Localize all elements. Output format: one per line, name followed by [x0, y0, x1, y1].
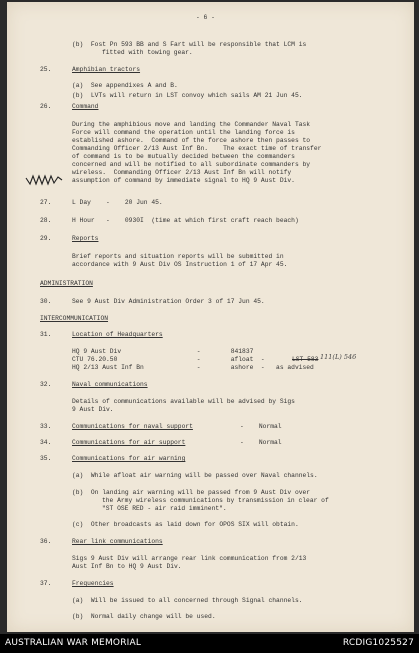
text-line: fitted with towing gear.: [102, 49, 193, 56]
para-number: 26.: [40, 103, 52, 110]
text-line: - Normal: [240, 439, 282, 446]
text-line: See 9 Aust Div Administration Order 3 of 17 Jun 45.: [72, 298, 265, 305]
text-line: Details of communications available will be advised by Sigs: [72, 398, 295, 405]
para-number: 36.: [40, 538, 52, 545]
section-heading: INTERCOMMUNICATION: [40, 315, 109, 322]
struck-text: LST 583: [292, 356, 319, 363]
text-line: the Army wireless communications by transmission in clear of: [102, 497, 329, 504]
text-line: concerned and will be notified to all subordinate commanders by: [72, 161, 311, 168]
text-line: - Normal: [240, 423, 282, 430]
para-number: 33.: [40, 423, 52, 430]
para-heading: Communications for air support: [72, 439, 186, 446]
para-number: 30.: [40, 298, 52, 305]
para-heading: Communications for naval support: [72, 423, 193, 430]
archive-name: AUSTRALIAN WAR MEMORIAL: [5, 638, 142, 648]
para-number: 31.: [40, 331, 52, 338]
para-number: 25.: [40, 66, 52, 73]
hq-row: HQ 2/13 Aust Inf Bn - ashore - as advised: [72, 364, 314, 371]
text-line: accordance with 9 Aust Div OS Instruction 1 of 17 Apr 45.: [72, 261, 288, 268]
archive-footer: [0, 634, 419, 653]
text-line: Brief reports and situation reports will be submitted in: [72, 253, 284, 260]
text-line: Sigs 9 Aust Div will arrange rear link communication from 2/13: [72, 555, 307, 562]
text-line: Commanding Officer 2/13 Aust Inf Bn. The exact time of transfer: [72, 145, 322, 152]
para-number: 35.: [40, 455, 52, 462]
text-line: (b) Normal daily change will be used.: [72, 613, 216, 620]
text-line: H Hour - 0930I (time at which first craft reach beach): [72, 217, 299, 224]
para-number: 32.: [40, 381, 52, 388]
para-heading: Location of Headquarters: [72, 331, 163, 338]
text-line: (c) Other broadcasts as laid down for OPOS SIX will obtain.: [72, 521, 299, 528]
text-line: (a) While afloat air warning will be passed over Naval channels.: [72, 472, 318, 479]
text-line: (a) Will be issued to all concerned through Signal channels.: [72, 597, 303, 604]
text-line: assumption of command by immediate signal to HQ 9 Aust Div.: [72, 177, 295, 184]
text-line: (a) See appendixes A and B.: [72, 82, 178, 89]
page-number: - 6 -: [196, 14, 215, 21]
text-line: (b) LVTs will return in LST convoy which sails AM 21 Jun 45.: [72, 92, 303, 99]
para-heading: Command: [72, 103, 99, 110]
text-line: Aust Inf Bn to HQ 9 Aust Div.: [72, 563, 182, 570]
text-line: During the amphibious move and landing the Commander Naval Task: [72, 121, 311, 128]
text-line: established ashore. Command of the force ashore then passes to: [72, 137, 311, 144]
para-heading: Naval communications: [72, 381, 148, 388]
handwritten-note: 111(L) 546: [320, 353, 357, 361]
section-heading: ADMINISTRATION: [40, 280, 93, 287]
para-heading: Frequencies: [72, 580, 114, 587]
text-line: wireless. Commanding Officer 2/13 Aust Inf Bn will notify: [72, 169, 292, 176]
handwritten-margin-mark: [24, 172, 64, 188]
para-heading: Amphibian tractors: [72, 66, 141, 73]
text-line: 9 Aust Div.: [72, 406, 114, 413]
para-number: 34.: [40, 439, 52, 446]
record-id: RCDIG1025527: [342, 638, 414, 648]
text-line: (b) On landing air warning will be passed from 9 Aust Div over: [72, 489, 311, 496]
para-number: 27.: [40, 199, 52, 206]
text-line: (b) Fost Pn 593 BB and S Fart will be responsible that LCM is: [72, 41, 307, 48]
para-number: 29.: [40, 235, 52, 242]
text-line: Force will command the operation until the landing force is: [72, 129, 295, 136]
text-line: "ST OSE RED - air raid imminent".: [102, 505, 227, 512]
para-heading: Reports: [72, 235, 99, 242]
para-number: 28.: [40, 217, 52, 224]
para-number: 37.: [40, 580, 52, 587]
hq-row: CTU 76.20.50 - afloat -: [72, 356, 265, 363]
para-heading: Communications for air warning: [72, 455, 186, 462]
para-heading: Rear link communications: [72, 538, 163, 545]
hq-row: HQ 9 Aust Div - 841837: [72, 348, 254, 355]
text-line: L Day - 20 Jun 45.: [72, 199, 163, 206]
text-line: of command is to be mutually decided between the commanders: [72, 153, 295, 160]
